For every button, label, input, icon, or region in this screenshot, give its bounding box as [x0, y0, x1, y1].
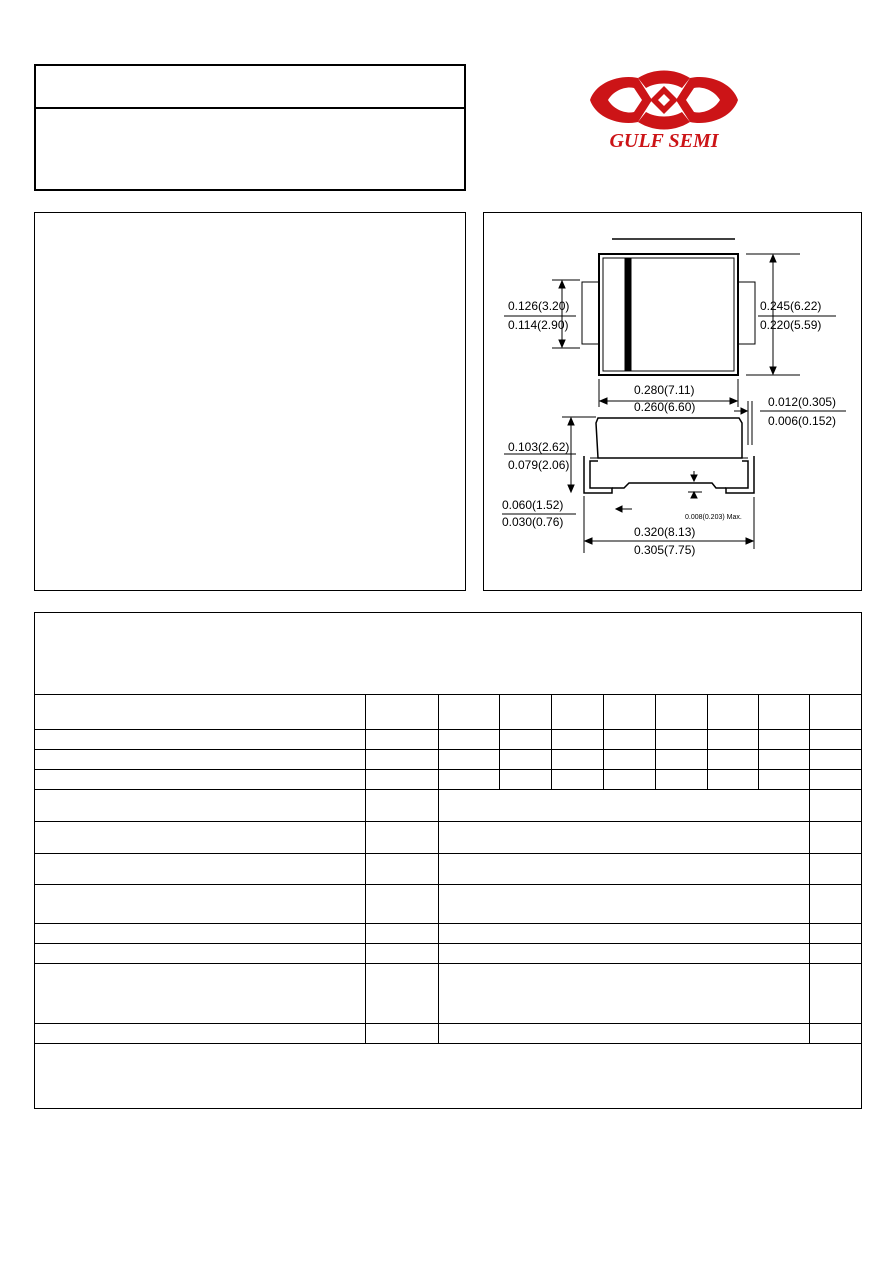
- logo-brand-text: GULF SEMI: [609, 130, 719, 152]
- title-divider: [36, 107, 464, 109]
- dim-package-height-min: 0.079(2.06): [508, 458, 570, 472]
- lead-left: [582, 282, 599, 344]
- dim-body-width-min: 0.220(5.59): [760, 318, 822, 332]
- package-body: [599, 254, 738, 375]
- package-outline-drawing: [484, 213, 863, 592]
- table-row: [35, 944, 862, 964]
- table-row: [35, 854, 862, 885]
- dim-package-height-max: 0.103(2.62): [508, 440, 570, 454]
- dim-lead-thickness-min: 0.006(0.152): [768, 414, 837, 428]
- package-body-inner: [603, 258, 734, 371]
- side-lead-left: [584, 456, 612, 493]
- ratings-table: [34, 694, 862, 1044]
- dim-body-height-max: 0.126(3.20): [508, 299, 570, 313]
- dim-lead-length-max: 0.060(1.52): [502, 498, 564, 512]
- dim-lead-length-min: 0.030(0.76): [502, 515, 564, 529]
- dim-body-height-min: 0.114(2.90): [508, 318, 569, 332]
- table-row: [35, 750, 862, 770]
- table-row: [35, 964, 862, 1024]
- dim-body-length-max: 0.280(7.11): [634, 383, 695, 397]
- table-row: [35, 822, 862, 854]
- table-header-row: [35, 695, 862, 730]
- table-row: [35, 1024, 862, 1044]
- side-lead-right: [726, 456, 754, 493]
- lead-right: [738, 282, 755, 344]
- side-body: [596, 418, 742, 458]
- table-row: [35, 924, 862, 944]
- table-row: [35, 885, 862, 924]
- table-row: [35, 790, 862, 822]
- cathode-band: [625, 258, 631, 371]
- dim-body-width-max: 0.245(6.22): [760, 299, 822, 313]
- outline-drawing-box: [483, 212, 862, 591]
- dim-overall-length-max: 0.320(8.13): [634, 525, 696, 539]
- dim-lead-thickness-max: 0.012(0.305): [768, 395, 837, 409]
- table-row: [35, 770, 862, 790]
- title-box: [34, 64, 466, 191]
- dim-overall-length-min: 0.305(7.75): [634, 543, 696, 557]
- table-row: [35, 730, 862, 750]
- dim-body-length-min: 0.260(6.60): [634, 400, 696, 414]
- ratings-table-box: [34, 612, 862, 1109]
- dim-standoff: 0.008(0.203) Max.: [685, 514, 742, 521]
- features-box: [34, 212, 466, 591]
